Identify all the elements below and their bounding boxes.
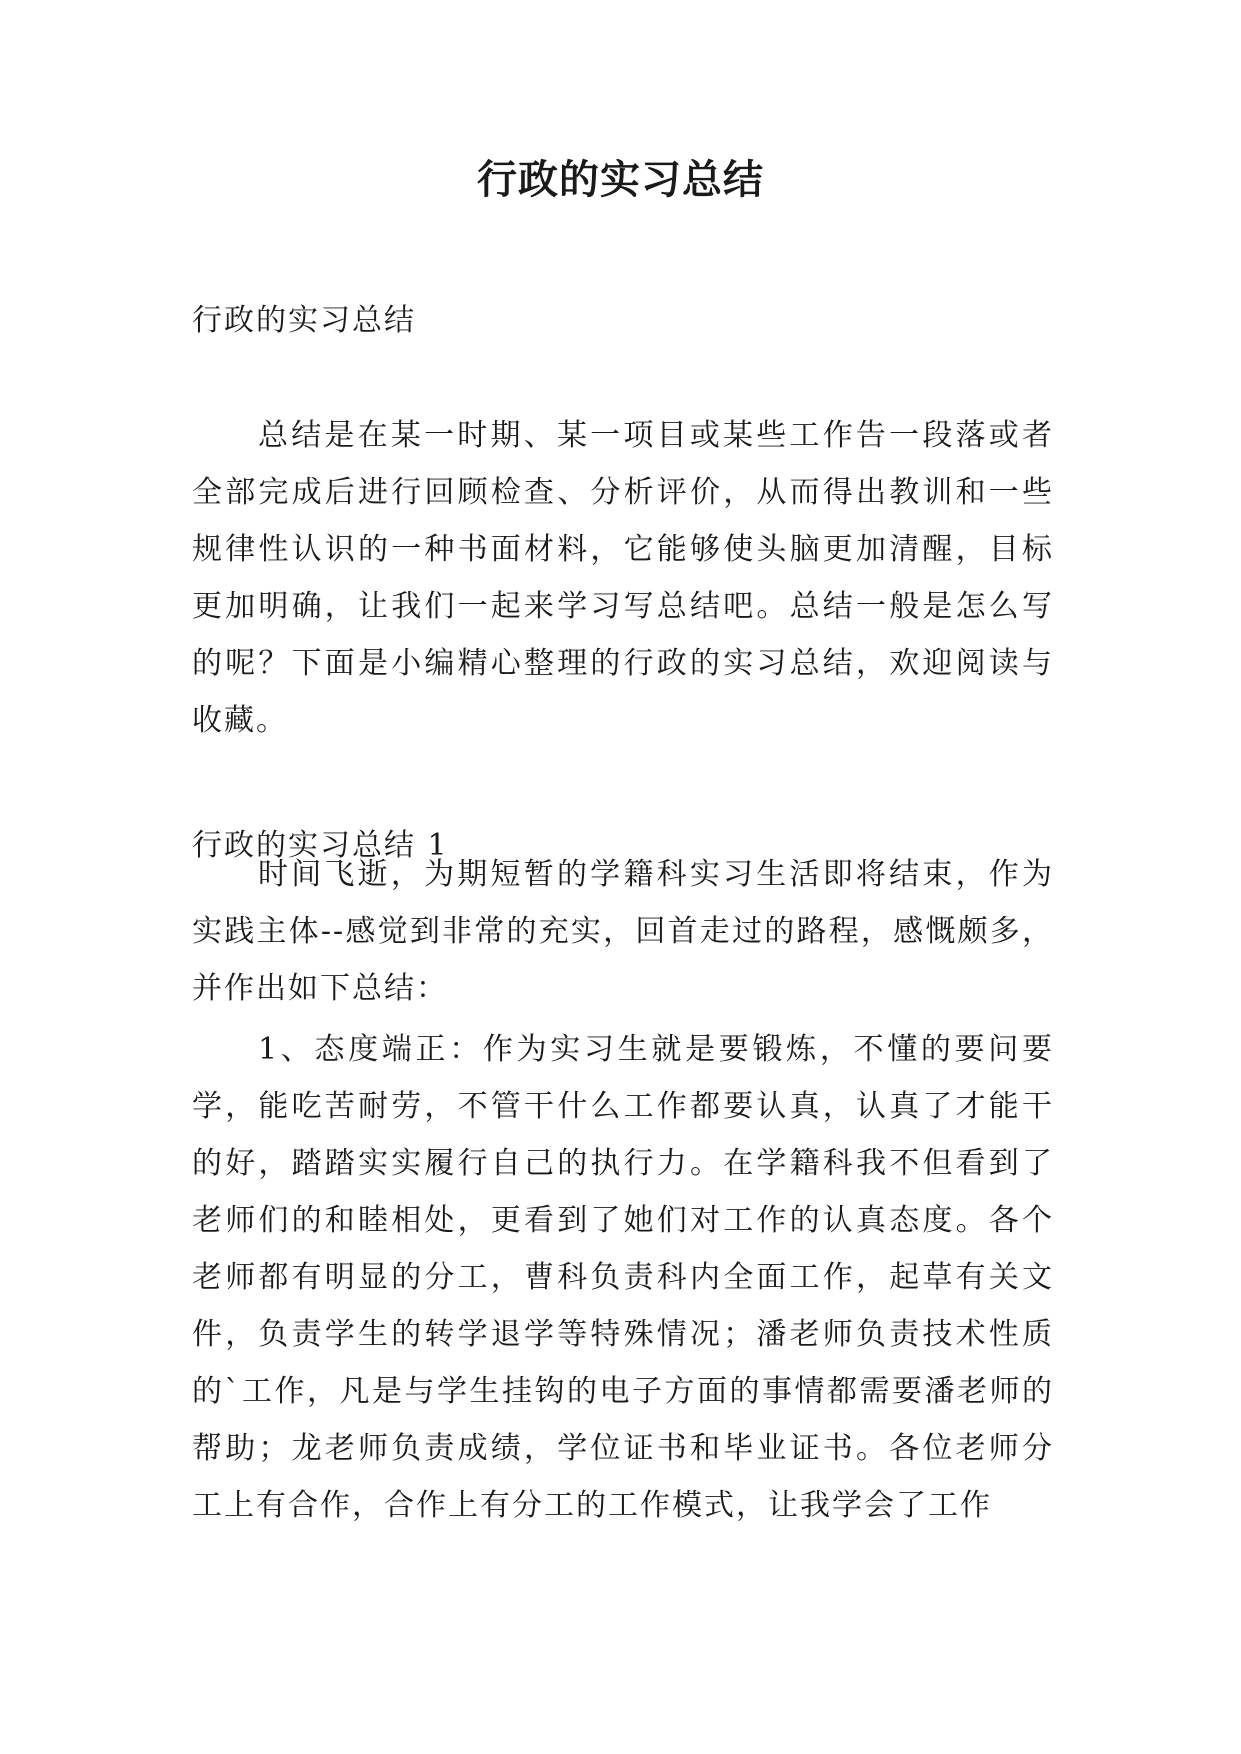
- section-heading: 行政的实习总结 1: [192, 828, 449, 863]
- body-paragraph: 1、态度端正：作为实习生就是要锻炼，不懂的要问要学，能吃苦耐劳，不管干什么工作都要认真，认真了才能干的好，踏踏实实履行自己的执行力。在学籍科我不但看到了老师们的和睦相处，更看到了她们对工作的认真态度。各个老师都有明显的分工，曹科负责科内全面工作，起草有关文件，负责学生的转学退学等特殊情况；潘老师负责技术性质的`工作，凡是与学生挂钩的电子方面的事情都需要潘老师的帮助；龙老师负责成绩，学位证书和毕业证书。各位老师分工上有合作，合作上有分工的工作模式，让我学会了工作: [192, 1032, 1054, 1523]
- body-paragraph: 时间飞逝，为期短暂的学籍科实习生活即将结束，作为实践主体--感觉到非常的充实，回首走过的路程，感慨颇多，并作出如下总结：: [192, 857, 1054, 1006]
- document-subtitle: 行政的实习总结: [192, 303, 416, 338]
- intro-paragraph: 总结是在某一时期、某一项目或某些工作告一段落或者全部完成后进行回顾检查、分析评价，从而得出教训和一些规律性认识的一种书面材料，它能够使头脑更加清醒，目标更加明确，让我们一起来学习写总结吧。总结一般是怎么写的呢？下面是小编精心整理的行政的实习总结，欢迎阅读与收藏。: [192, 418, 1054, 738]
- page-title: 行政的实习总结: [477, 157, 764, 203]
